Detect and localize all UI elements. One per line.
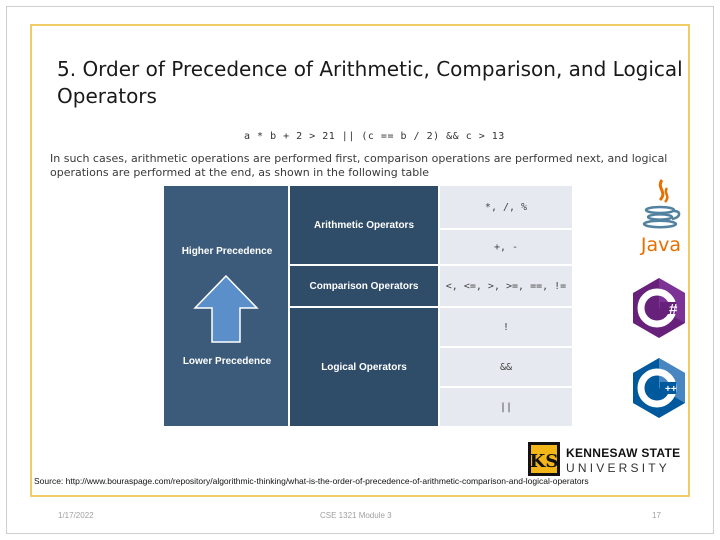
java-wordmark: Java [640,234,682,256]
operator-cell: || [440,388,572,426]
java-cup-icon [636,178,686,234]
footer-course: CSE 1321 Module 3 [320,511,392,520]
source-citation: Source: http://www.bouraspage.com/repository/algorithmic-thinking/what-is-the-order-of-precedence-of-arithmetic-comparison-and-logical-operators [34,476,589,486]
category-logical: Logical Operators [290,308,438,426]
up-arrow-icon [193,274,259,344]
operator-cell: && [440,348,572,386]
category-comparison: Comparison Operators [290,266,438,306]
precedence-table [164,186,572,426]
explanation-text: In such cases, arithmetic operations are performed first, comparison operations are performed next, and logical operations are performed at the end, as shown in the following table [50,152,668,179]
higher-precedence-label: Higher Precedence [181,246,273,257]
operator-cell: *, /, % [440,186,572,228]
java-logo [636,178,686,258]
svg-text:++: ++ [665,384,677,395]
operator-cell: <, <=, >, >=, ==, != [440,266,572,306]
university-name-line2: UNIVERSITY [566,461,671,475]
ksu-mark-icon [526,440,562,478]
lower-precedence-label: Lower Precedence [182,356,272,367]
example-expression: a * b + 2 > 21 || (c == b / 2) && c > 13 [244,131,505,142]
footer-page-number: 17 [652,511,661,520]
operator-cell: ! [440,308,572,346]
cpp-logo [630,356,688,420]
kennesaw-state-logo [526,440,681,478]
slide-title: 5. Order of Precedence of Arithmetic, Comparison, and Logical Operators [57,57,683,108]
svg-text:#: # [669,301,678,318]
footer-date: 1/17/2022 [58,511,94,520]
university-name-line1: KENNESAW STATE [566,446,681,460]
ksu-mark-letters: KS [529,451,559,472]
csharp-logo [630,276,688,340]
precedence-panel [164,186,288,426]
category-arithmetic: Arithmetic Operators [290,186,438,264]
operator-cell: +, - [440,230,572,264]
